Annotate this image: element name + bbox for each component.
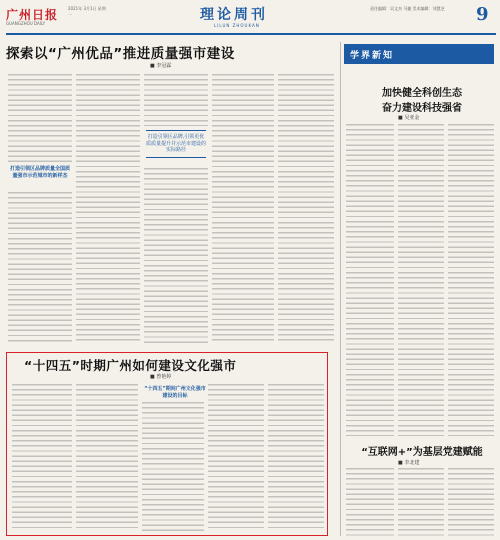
article1-body-column <box>8 74 72 162</box>
issue-date: 2021年 3月1日 星期一 <box>68 6 106 17</box>
editor-credits: 责任编辑：吴文杰 马捷 美术编辑：刘慧芝 <box>370 6 445 11</box>
article1-body-column <box>144 168 208 344</box>
section-title: 理论周刊 <box>200 7 268 23</box>
newspaper-logo-subtitle: GUANGZHOU DAILY <box>6 21 46 26</box>
article2-subhead: “十四五”期间广州文化强市建设的目标 <box>144 386 206 399</box>
sidebar-banner-label: 学界新知 <box>350 51 395 61</box>
article1-body-column <box>212 74 274 344</box>
article2-body-column <box>76 384 138 532</box>
sidebar-article1-body-column <box>346 124 394 436</box>
section-pinyin: LILUN ZHOUKAN <box>214 23 260 28</box>
sidebar-article1-headline-line1: 加快健全科创生态 <box>382 88 462 99</box>
article2-body-column <box>208 384 264 532</box>
article2-body-column <box>142 402 204 532</box>
article1-pullquote: 打造引领区品牌,引领更优质质量提升并示范市建设的实际路径 <box>146 130 206 158</box>
article2-body-column <box>12 384 72 532</box>
sidebar-article1-headline-line2: 奋力建设科技强省 <box>382 103 462 114</box>
article1-headline: 探索以“广州优品”推进质量强市建设 <box>6 46 235 62</box>
article2-byline: ■ 曾艳婷 <box>150 374 172 380</box>
article1-body-column <box>144 74 208 126</box>
sidebar-article2-byline: ■ 李北建 <box>398 460 420 466</box>
article2-body-column <box>268 384 324 532</box>
sidebar-article2-headline: “互联网+”为基层党建赋能 <box>361 447 483 458</box>
sidebar-article2-body-column <box>398 468 444 536</box>
sidebar-divider <box>340 42 341 536</box>
article1-byline: ■ 李冠霖 <box>150 63 172 69</box>
sidebar-article2-body-column <box>448 468 494 536</box>
sidebar-article2-body-column <box>346 468 394 536</box>
article1-body-column <box>8 192 72 344</box>
article1-subhead: 打造引领区品牌质量全国质量强市示范城市的新样杰 <box>10 166 71 179</box>
masthead <box>0 0 500 40</box>
sidebar-article1-body-column <box>398 124 444 436</box>
article1-body-column <box>76 74 140 344</box>
page-number: 9 <box>476 4 489 25</box>
masthead-divider <box>6 33 496 35</box>
newspaper-logo: 广州日报 <box>6 8 59 22</box>
sidebar-article1-byline: ■ 吴亚金 <box>398 115 420 121</box>
article1-body-column <box>278 74 334 344</box>
sidebar-article1-body-column <box>448 124 494 436</box>
article2-headline: “十四五”时期广州如何建设文化强市 <box>24 358 237 373</box>
